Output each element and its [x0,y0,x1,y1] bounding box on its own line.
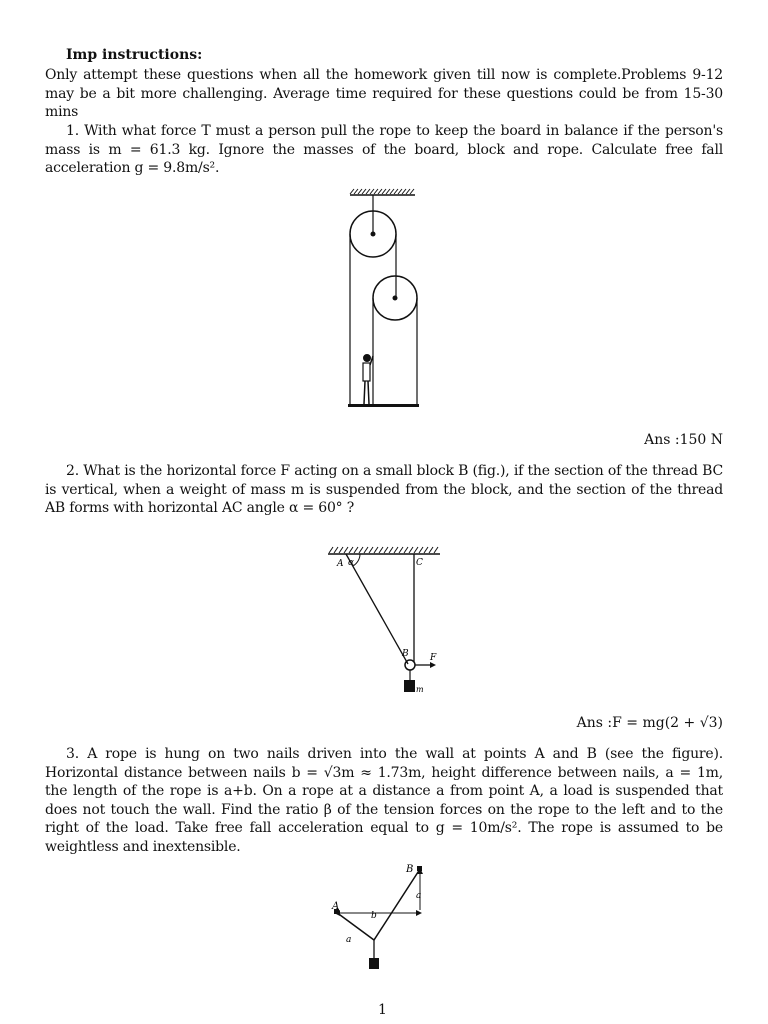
problem-1-answer: Ans :150 N [644,432,723,448]
problem-3-text [45,745,723,857]
label-a-rope: a [346,935,352,945]
label-alpha: α [348,558,355,568]
label-B: B [402,649,409,659]
instructions-heading: Imp instructions: [66,47,203,63]
label-m: m [416,685,424,694]
problem-2-text [45,462,723,518]
rope-nails-figure [328,860,432,976]
thread-block-figure [326,544,442,698]
problem-3-body: A rope is hung on two nails driven into the wall at points A and B (see the figure). Horizontal distance between nails b = √3m ≈ 1.73m, height difference between nails, a = 1m, the length of the rope is a+b. On a rope at a distance a from point A, a load is suspended that does not touch the wall. Find the ratio β of the tension forces on the rope to the left and to the right of the load. Take free fall acceleration equal to g = 10m/s². The rope is assumed to be weightless and inextensible. [45,746,723,855]
label-A: A [332,901,340,912]
label-B: B [406,864,414,875]
label-A: A [337,559,344,569]
label-a-vertical: a [416,891,422,901]
label-C: C [416,558,423,568]
problem-2-number: 2. [66,463,79,479]
label-b: b [371,911,377,921]
problem-2-body: What is the horizontal force F acting on a small block B (fig.), if the section of the thread BC is vertical, when a weight of mass m is suspended from the block, and the section of the thread AB forms with horizontal AC angle α = 60° ? [45,463,723,517]
problem-1-number: 1. [66,123,79,139]
pulley-figure [335,188,425,412]
problem-1-body: With what force T must a person pull the rope to keep the board in balance if the person's mass is m = 61.3 kg. Ignore the masses of the board, block and rope. Calculate free fall acceleration g = 9.8m/s². [45,123,723,177]
problem-2-answer: Ans :F = mg(2 + √3) [576,715,723,731]
intro-paragraph: Only attempt these questions when all the homework given till now is complete.Problems 9-12 may be a bit more challenging. Average time required for these questions could be from 15-30 mins [45,67,723,121]
label-F: F [430,653,437,663]
page-number: 1 [378,1002,387,1018]
problem-3-number: 3. [66,746,79,762]
problem-1-text [45,122,723,178]
